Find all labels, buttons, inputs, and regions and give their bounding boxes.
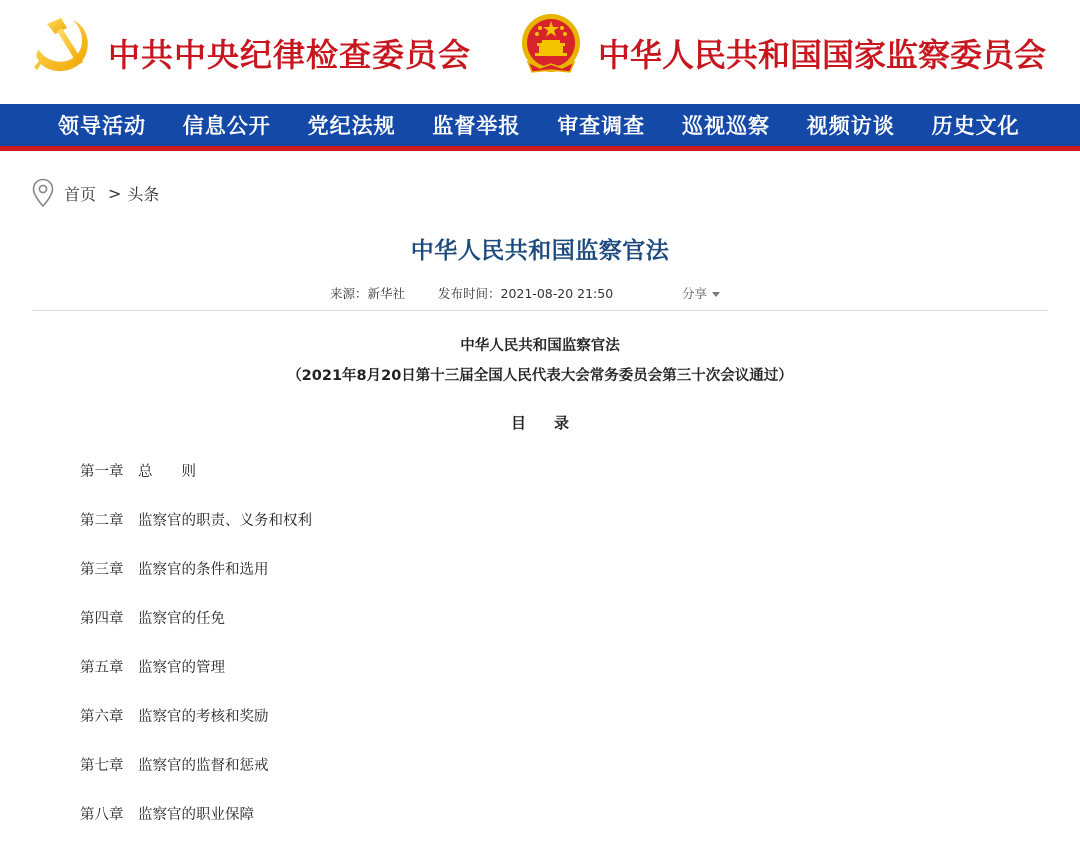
toc-heading: 目录: [510, 414, 597, 432]
toc-chapter-number: 第八章: [80, 807, 124, 823]
toc-chapter-title: 监察官的管理: [138, 660, 225, 676]
nav-item-report[interactable]: 监督举报: [432, 113, 521, 138]
toc-chapter-title: 监察官的条件和选用: [138, 562, 269, 578]
share-label: 分享: [682, 286, 708, 301]
toc-item: [80, 460, 312, 509]
toc-item: [80, 803, 312, 852]
toc-item: [80, 754, 312, 803]
toc-chapter-number: 第三章: [80, 562, 124, 578]
party-emblem-icon[interactable]: [33, 14, 95, 76]
nav-item-info-disclosure[interactable]: 信息公开: [182, 113, 271, 138]
law-subtitle: （2021年8月20日第十三届全国人民代表大会常务委员会第三十次会议通过）: [287, 368, 793, 384]
toc-item: [80, 705, 312, 754]
toc-chapter-number: 第六章: [80, 709, 124, 725]
article-source: 来源：新华社: [330, 286, 406, 301]
toc-chapter-title: 总 则: [138, 464, 196, 480]
article-publish-time: 发布时间：2021-08-20 21:50: [438, 286, 614, 301]
toc-chapter-title: 监察官的考核和奖励: [138, 709, 269, 725]
share-button[interactable]: [682, 284, 720, 302]
nav-item-regulations[interactable]: 党纪法规: [307, 113, 396, 138]
toc-item: [80, 656, 312, 705]
toc-chapter-title: 监察官的任免: [138, 611, 225, 627]
cpc-ccdi-name[interactable]: 中共中央纪律检查委员会: [108, 36, 472, 74]
toc-chapter-number: 第五章: [80, 660, 124, 676]
law-title: 中华人民共和国监察官法: [460, 338, 620, 354]
location-pin-icon: [32, 178, 54, 208]
toc-chapter-number: 第一章: [80, 464, 124, 480]
chevron-down-icon: [712, 292, 720, 297]
nav-item-inspection[interactable]: 巡视巡察: [681, 113, 770, 138]
toc-list: [80, 460, 312, 852]
breadcrumb-home-link[interactable]: 首页: [64, 184, 97, 204]
toc-chapter-title: 监察官的职业保障: [138, 807, 254, 823]
nav-list: [58, 104, 1056, 146]
article-title: 中华人民共和国监察官法: [410, 238, 670, 264]
toc-item: [80, 607, 312, 656]
meta-divider: [32, 310, 1048, 311]
nsc-name[interactable]: 中华人民共和国国家监察委员会: [598, 36, 1047, 74]
breadcrumb-current-link[interactable]: 头条: [127, 184, 160, 204]
site-header: [0, 0, 1080, 104]
nav-item-video[interactable]: 视频访谈: [806, 113, 895, 138]
toc-chapter-number: 第四章: [80, 611, 124, 627]
toc-chapter-title: 监察官的监督和惩戒: [138, 758, 269, 774]
toc-chapter-title: 监察官的职责、义务和权利: [138, 513, 312, 529]
nav-item-leadership[interactable]: 领导活动: [58, 113, 146, 138]
toc-item: [80, 509, 312, 558]
main-nav: [0, 104, 1080, 151]
toc-item: [80, 558, 312, 607]
nav-item-history[interactable]: 历史文化: [931, 113, 1020, 138]
toc-chapter-number: 第七章: [80, 758, 124, 774]
nav-item-investigation[interactable]: 审查调查: [557, 113, 646, 138]
toc-chapter-number: 第二章: [80, 513, 124, 529]
breadcrumb-separator: >: [108, 183, 122, 203]
national-emblem-icon[interactable]: [520, 12, 582, 78]
breadcrumb: [32, 178, 159, 208]
